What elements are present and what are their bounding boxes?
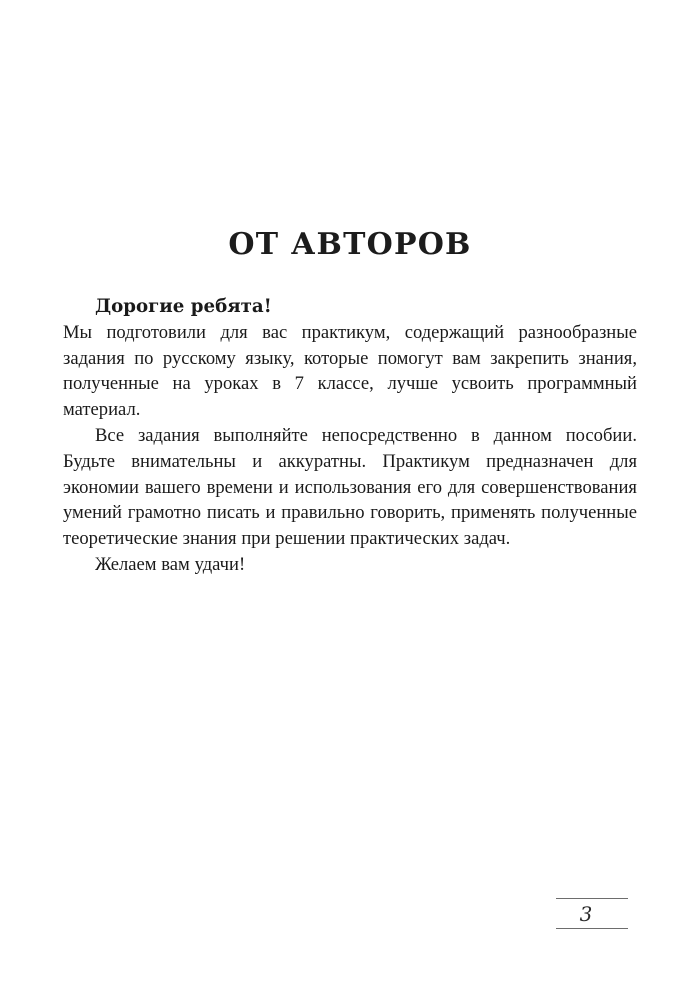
page-title: ОТ АВТОРОВ: [228, 227, 472, 263]
paragraph-2: Все задания выполняйте непосредственно в данном пособии. Будьте внимательны и аккуратны. Практикум предназначен для экономии вашего времени и использования его для совершенствования умений грамотно писать и правильно говорить, применять полученные теоретические знания при решении практических задач.: [63, 424, 637, 550]
salutation: Дорогие ребята!: [95, 296, 272, 317]
paragraph-1-text: Мы подготовили для вас практикум, содержащий разнообразные задания по русскому языку, которые помогут вам закрепить знания, полученные на уроках в 7 классе, лучше усвоить программный материал.: [63, 321, 637, 421]
folio: [556, 898, 628, 930]
paragraph-3: Желаем вам удачи!: [95, 553, 246, 575]
body-text-block: [63, 294, 637, 578]
folio-rule-top: [556, 898, 628, 899]
paragraph-intro: [63, 294, 637, 423]
page-number: 3: [579, 902, 593, 926]
folio-rule-bottom: [556, 928, 628, 929]
